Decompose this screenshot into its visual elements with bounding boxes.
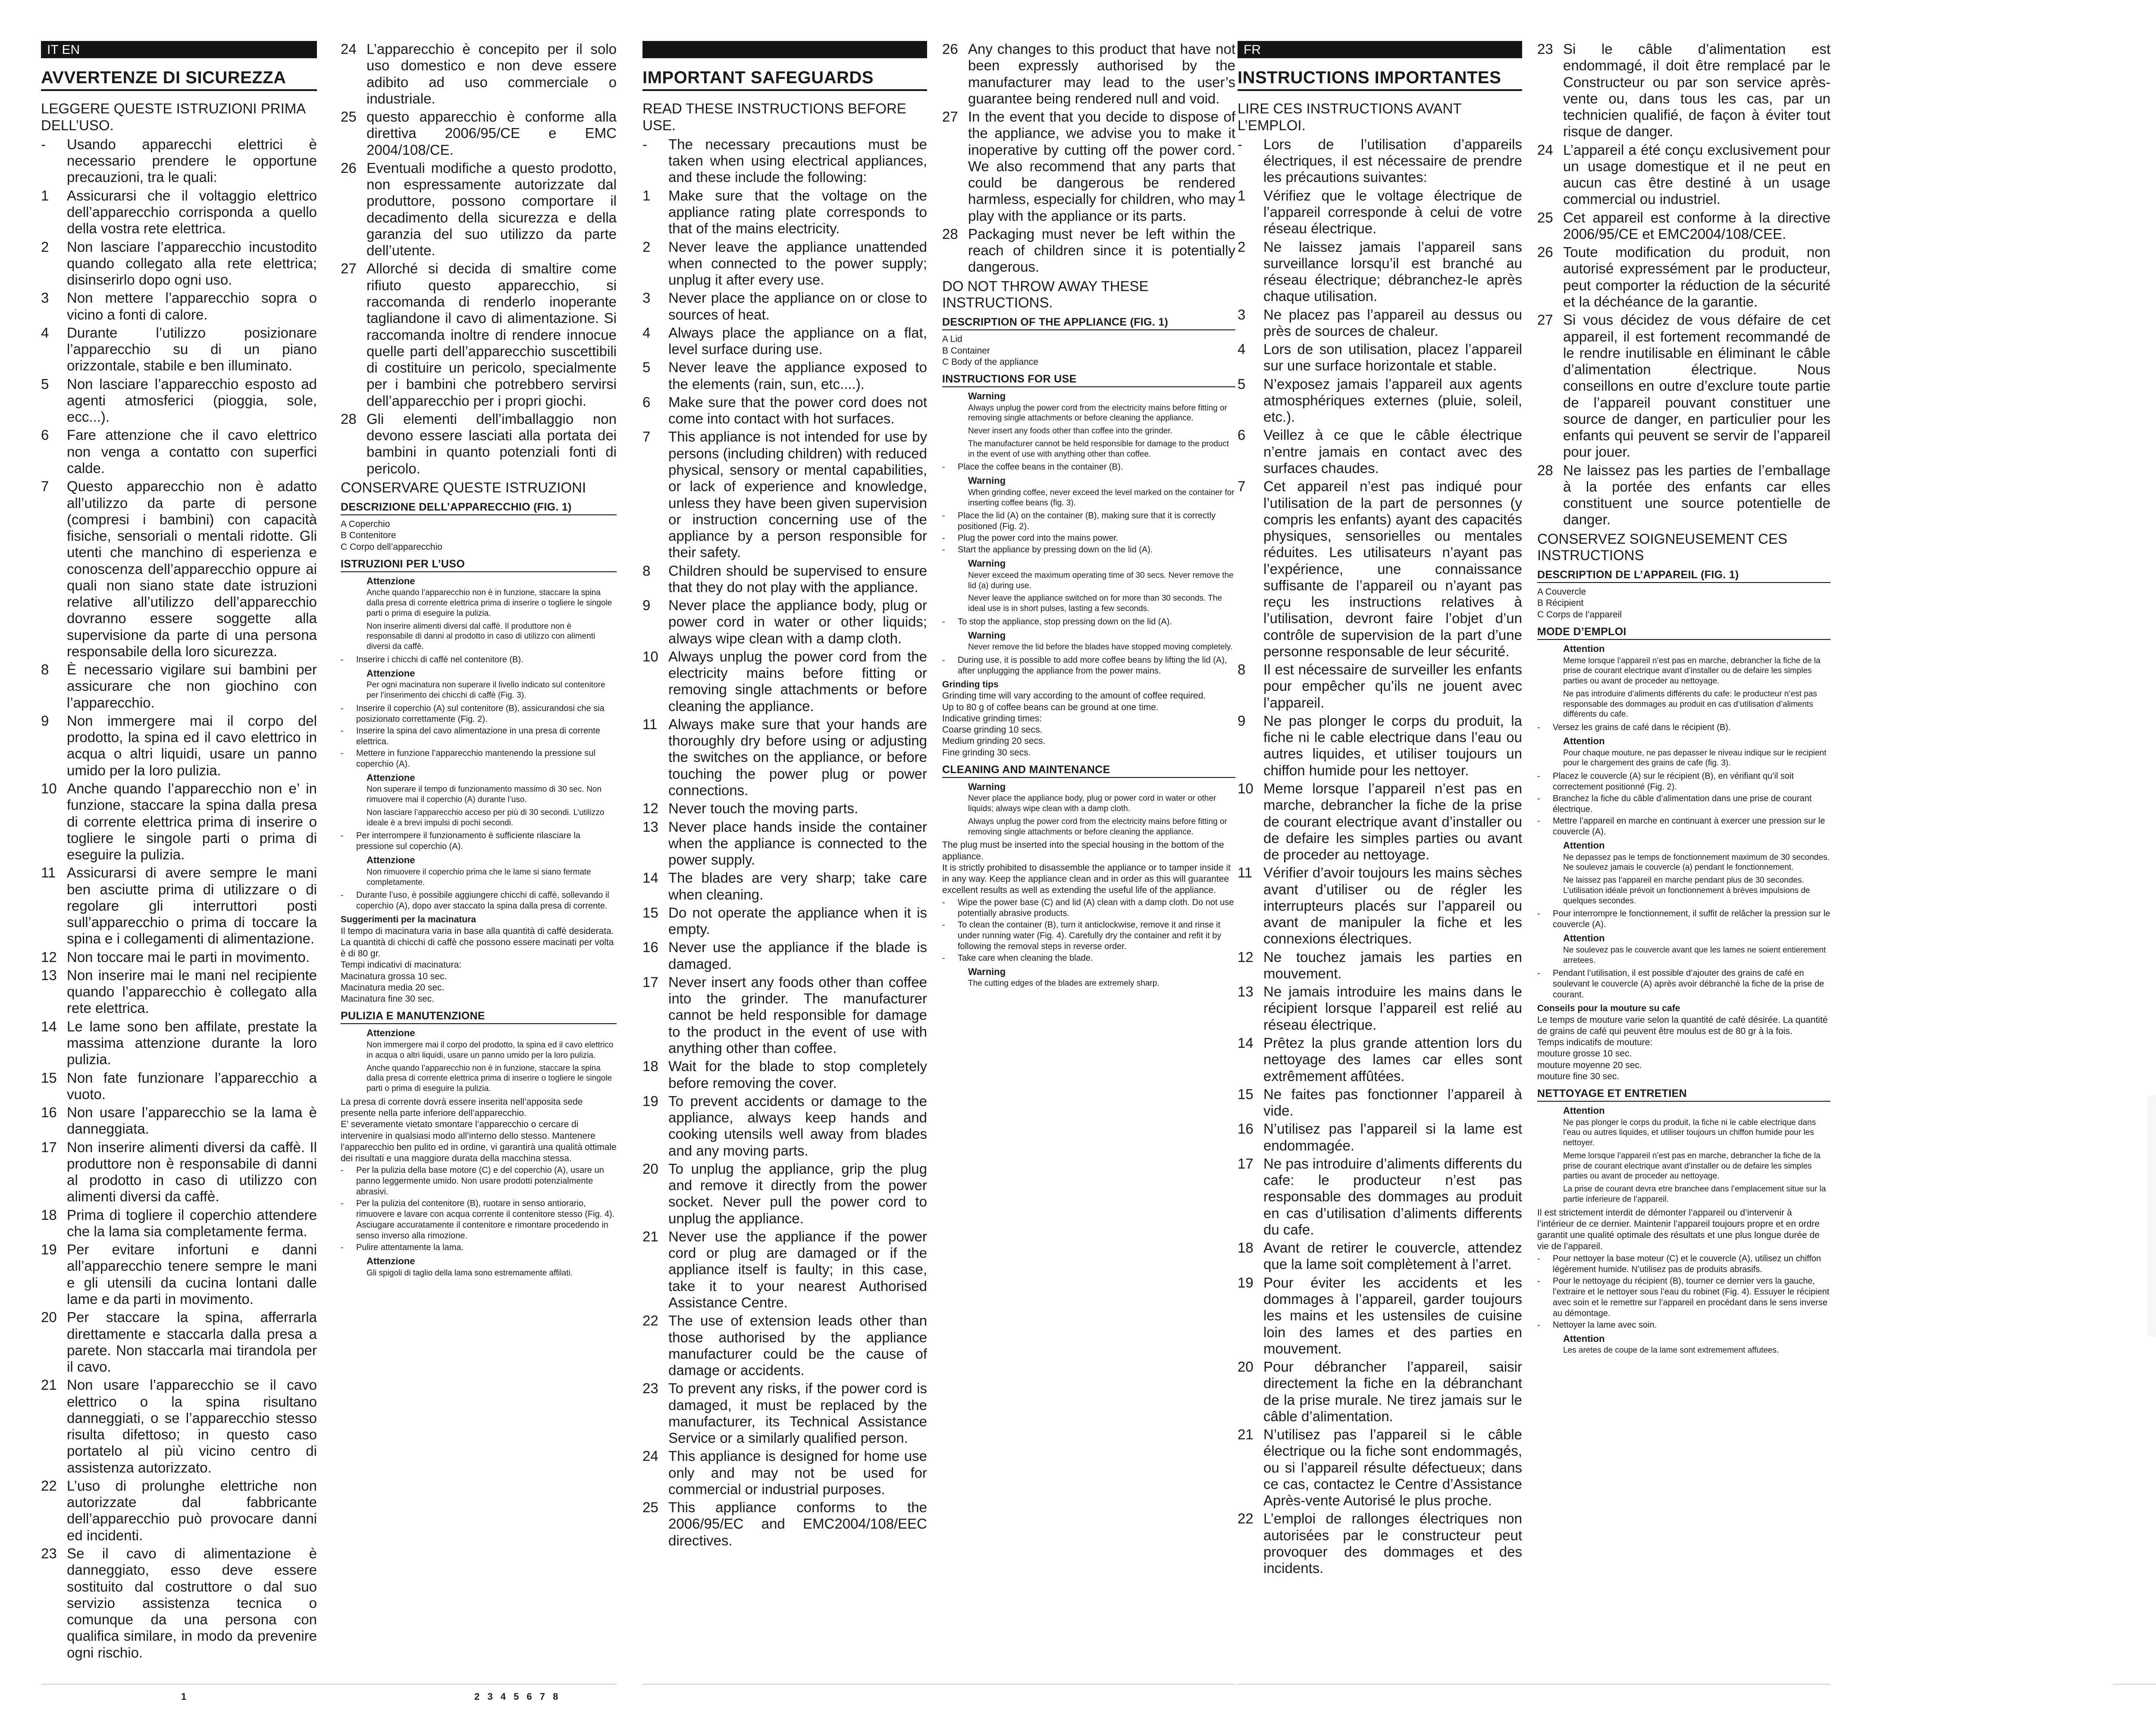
warning-text: The manufacturer cannot be held responsible for damage to the product in the event of use with anything other than coffee.: [968, 439, 1229, 459]
step: - Plug the power cord into the mains power.: [942, 533, 1119, 543]
warning-heading: Attention: [1563, 1333, 1605, 1344]
step: - Per la pulizia del contenitore (B), ruotare in senso antiorario, rimuovere e lavare con acqua corrente il contenitore stesso (Fig. 4). Asciugare accuratamente il contenitore e rimontare procedendo in senso inverso alla rimozione.: [341, 1199, 615, 1241]
step: - Pulire attentamente la lama.: [341, 1243, 464, 1253]
warning-text: Non immergere mai il corpo del prodotto, la spina ed il cavo elettrico in acqua o altri liquidi, usare un panno umido per la loro pulizia.: [367, 1040, 614, 1060]
list-item: 8 È necessario vigilare sui bambini per assicurare che non giochino con l’apparecchio.: [41, 661, 317, 711]
list-item: 26 Toute modification du produit, non autorisé expressément par le producteur, peut comporter la réduction de la sécurité et la déchéance de la garantie.: [1537, 244, 1830, 310]
warning-heading: Attenzione: [367, 1028, 415, 1039]
warning-heading: Attention: [1563, 933, 1605, 944]
en-tips: Grinding tips Grinding time will vary according to the amount of coffee required. Up to 80 g of coffee beans can be ground at one time. Indicative grinding times: Coarse grinding 10 secs. Medium grinding 20 secs. Fine grinding 30 secs.: [942, 680, 1206, 758]
fr-desc-title: DESCRIPTION DE L’APPAREIL (FIG. 1): [1537, 569, 1830, 583]
list-item: 7 This appliance is not intended for use by persons (including children) with reduced physical, sensory or mental capabilities, or lack of experience and knowledge, unless they have been given supervision or instruction concerning use of the appliance by a person responsible for their safety.: [642, 429, 927, 561]
warning-text: Anche quando l’apparecchio non è in funzione, staccare la spina dalla presa di corrente elettrica prima di inserire o togliere le singole parti o prima di eseguire la pulizia.: [367, 588, 612, 618]
list-item: 19 Per evitare infortuni e danni all’apparecchio tenere sempre le mani e gli utensili da cucina lontani dalle lame e da parti in movimento.: [41, 1241, 317, 1307]
warning-heading: Attenzione: [367, 1256, 415, 1267]
en-items-list: [642, 188, 927, 1549]
list-item: 20 Per staccare la spina, afferrarla direttamente e staccarla dalla presa a parete. Non staccarla mai tirandola per il cavo.: [41, 1309, 317, 1375]
step: - Place the lid (A) on the container (B), making sure that it is correctly positioned (Fig. 2).: [942, 511, 1216, 532]
list-item: 17 Non inserire alimenti diversi da caffè. Il produttore non è responsabile di danni al prodotto in caso di utilizzo con alimenti diversi da caffè.: [41, 1139, 317, 1205]
list-item: 24 L’appareil a été conçu exclusivement pour un usage domestique et il ne peut en aucun cas être destiné à un usage commercial ou industriel.: [1537, 141, 1830, 207]
warning-text: Meme lorsque l’appareil n’est pas en marche, debrancher la fiche de la prise de courant electrique avant d’installer ou de defaire les simples parties ou avant de proceder au nettoyage.: [1563, 656, 1821, 686]
list-item: 7 Cet appareil n’est pas indiqué pour l’utilisation de la part de personnes (y compris les enfants) ayant des capacités physiques, sensorielles ou mentales réduites. Les utilisateurs n’ayant pas l’expérience, une connaissance suffisante de l’appareil ou n’ayant pas reçu les instructions relatives à l’utilisation, devront faire l’objet d’un contrôle de supervision de la part d’une personne responsable de leur sécurité.: [1238, 478, 1522, 659]
warning-text: Gli spigoli di taglio della lama sono estremamente affilati.: [367, 1268, 573, 1278]
warning-heading: Warning: [968, 391, 1006, 401]
footer-rule: [642, 1684, 1235, 1685]
it-tips: Suggerimenti per la macinatura Il tempo di macinatura varia in base alla quantità di caffè desiderata. La quantità di chicchi di caffè che possono essere macinati per volta è di 80 gr. Tempi indicativi di macinatura: Macinatura grossa 10 sec. Macinatura media 20 sec. Macinatura fine 30 sec.: [341, 915, 614, 1004]
warning-text: The cutting edges of the blades are extremely sharp.: [968, 979, 1159, 988]
list-item: 24 This appliance is designed for home use only and may not be used for commercial or industrial purposes.: [642, 1448, 927, 1497]
it-column-2: [341, 41, 617, 1680]
step: - Inserire il coperchio (A) sul contenitore (B), assicurandosi che sia posizionato correttamente (Fig. 2).: [341, 703, 605, 724]
it-keep: CONSERVARE QUESTE ISTRUZIONI: [341, 479, 586, 495]
list-item: 25 This appliance conforms to the 2006/95/EC and EMC2004/108/EEC directives.: [642, 1499, 927, 1548]
list-item: 26 Any changes to this product that have not been expressly authorised by the manufacturer may lead to the user’s guarantee being rendered null and void.: [942, 41, 1235, 107]
warning-text: Ne soulevez pas le couvercle avant que les lames ne soient entierement arretees.: [1563, 945, 1826, 965]
warning-heading: Warning: [968, 781, 1006, 792]
list-item: 14 Le lame sono ben affilate, prestate la massima attenzione durante la loro pulizia.: [41, 1018, 317, 1068]
warning-text: Les aretes de coupe de la lame sont extremement affutees.: [1563, 1346, 1779, 1355]
list-item: 7 Questo apparecchio non è adatto all’utilizzo da parte di persone (compresi i bambini) con capacità fisiche, sensoriali o mentali ridotte. Gli utenti che manchino di esperienza e conoscenza dell’apparecchio oppure ai quali non siano state date istruzioni relative all’utilizzo dell’apparecchio dovranno essere soggette alla supervisione da parte di una persona responsabile della loro sicurezza.: [41, 478, 317, 659]
list-item: 1 Assicurarsi che il voltaggio elettrico dell’apparecchio corrisponda a quello della vostra rete elettrica.: [41, 187, 317, 237]
list-item: 15 Ne faites pas fonctionner l’appareil à vide.: [1238, 1086, 1522, 1119]
warning-text: Always unplug the power cord from the electricity mains before fitting or removing single attachments or before cleaning the appliance.: [968, 817, 1227, 837]
list-item: 3 Ne placez pas l’appareil au dessus ou près de sources de chaleur.: [1238, 306, 1522, 339]
spacer-bar: [642, 41, 927, 58]
list-item: 12 Never touch the moving parts.: [642, 800, 859, 817]
list-item: 27 In the event that you decide to dispose of the appliance, we advise you to make it inoperative by cutting off the power cord. We also recommend that any parts that could be dangerous be rendered harmless, especially for children, who may play with the appliance or its parts.: [942, 109, 1235, 224]
warning-text: Ne pas plonger le corps du produit, la fiche ni le cable electrique dans l’eau ou autres liquides, et utiliser toujours un chiffon humide pour les nettoyer.: [1563, 1118, 1816, 1148]
figures-panel: [2139, 0, 2156, 1736]
warning-heading: Attenzione: [367, 575, 415, 586]
footer-rule: [1238, 1684, 1830, 1685]
step: - Wipe the power base (C) and lid (A) clean with a damp cloth. Do not use potentially abrasive products.: [942, 897, 1234, 918]
list-item: 12 Non toccare mai le parti in movimento.: [41, 949, 310, 965]
list-item: 3 Never place the appliance on or close to sources of heat.: [642, 290, 927, 323]
it-column-1: [41, 41, 317, 1680]
fr-use-title: MODE D’EMPLOI: [1537, 626, 1830, 640]
step: - Branchez la fiche du câble d’alimentation dans une prise de courant électrique.: [1537, 794, 1812, 815]
list-item: 15 Non fate funzionare l’apparecchio a vuoto.: [41, 1069, 317, 1102]
warning-text: Ne pas introduire d’aliments différents du cafe: le producteur n’est pas responsable des dommages au produit en cas d’utilisation d’aliments différents du cafe.: [1563, 689, 1817, 719]
step: - Pendant l’utilisation, il est possible d’ajouter des grains de café en soulevant le couvercle (A) après avoir débranché la fiche de la prise de courant.: [1537, 968, 1824, 1000]
it-items-list: [41, 188, 317, 1661]
step: - Place the coffee beans in the container (B).: [942, 462, 1123, 472]
list-item: 12 Ne touchez jamais les parties en mouvement.: [1238, 949, 1522, 981]
warning-text: Non superare il tempo di funzionamento massimo di 30 sec. Non rimuovere mai il coperchio (A) durante l’uso.: [367, 785, 602, 805]
step: - To stop the appliance, stop pressing down on the lid (A).: [942, 617, 1172, 627]
warning-text: Always unplug the power cord from the electricity mains before fitting or removing single attachments or before cleaning the appliance.: [968, 403, 1227, 423]
step: - Take care when cleaning the blade.: [942, 953, 1093, 963]
it-items-list-continued: [341, 41, 617, 477]
list-item: 18 Wait for the blade to stop completely before removing the cover.: [642, 1058, 927, 1091]
fr-items-list: [1238, 188, 1522, 1577]
warning-heading: Warning: [968, 966, 1006, 977]
page-numbers: 2 3 4 5 6 7 8: [474, 1691, 561, 1702]
list-item: 15 Do not operate the appliance when it is empty.: [642, 904, 927, 937]
warning-heading: Attenzione: [367, 855, 415, 866]
list-item: 19 Pour éviter les accidents et les dommages à l’appareil, garder toujours les mains et les ustensiles de cuisine loin des lames et des parties en mouvement.: [1238, 1274, 1522, 1357]
step: - Mettre l’appareil en marche en continuant à exercer une pression sur le couvercle (A).: [1537, 816, 1825, 837]
step: - Inserire i chicchi di caffè nel contenitore (B).: [341, 655, 523, 664]
list-item: 20 Pour débrancher l’appareil, saisir directement la fiche en la débranchant de la prise murale. Ne tirez jamais sur le câble d’alimentation.: [1238, 1359, 1522, 1424]
warning-text: When grinding coffee, never exceed the level marked on the container for inserting coffee beans (fig. 3).: [968, 488, 1235, 508]
fr-tips: Conseils pour la mouture su cafe Le temps de mouture varie selon la quantité de café désirée. La quantité de grains de café qui peuvent être moulus est de 80 gr à la fois. Temps indicatifs de mouture: mouture grosse 10 sec. mouture moyenne 20 sec. mouture fine 30 sec.: [1537, 1003, 1828, 1081]
container-max-fill-illustration: [2147, 841, 2156, 1056]
step: - Placez le couvercle (A) sur le récipient (B), en vérifiant qu’il soit correctement positionné (Fig. 2).: [1537, 771, 1794, 792]
list-item: 20 To unplug the appliance, grip the plug and remove it directly from the power socket. Never pull the power cord to unplug the appliance.: [642, 1160, 927, 1226]
list-item: 8 Il est nécessaire de surveiller les enfants pour empêcher qu’ils ne jouent avec l’appareil.: [1238, 661, 1522, 711]
en-column-2: [942, 41, 1235, 1680]
step: - Pour interrompre le fonctionnement, il suffit de relâcher la pression sur le couvercle (A).: [1537, 909, 1830, 930]
list-item: 2 Never leave the appliance unattended when connected to the power supply; unplug it after every use.: [642, 238, 927, 288]
en-intro: READ THESE INSTRUCTIONS BEFORE USE.: [642, 100, 906, 133]
list-item: 16 Non usare l’apparecchio se la lama è danneggiata.: [41, 1104, 317, 1137]
en-items-list-continued: [942, 41, 1235, 276]
list-item: 1 Make sure that the voltage on the appliance rating plate corresponds to that of the mains electricity.: [642, 187, 927, 237]
list-item: 11 Vérifier d’avoir toujours les mains sèches avant d’utiliser ou de régler les interrupteurs placés sur l’appareil ou avant de manipuler la fiche et les connexions électriques.: [1238, 865, 1522, 947]
en-keep: DO NOT THROW AWAY THESE INSTRUCTIONS.: [942, 278, 1149, 310]
language-tag: FR: [1238, 41, 1522, 58]
list-item: 11 Assicurarsi di avere sempre le mani ben asciutte prima di utilizzare o di regolare gli interruttori posti sull’apparecchio o prima di toccare la spina e i collegamenti di alimentazione.: [41, 865, 317, 947]
step: - Inserire la spina del cavo alimentazione in una presa di corrente elettrica.: [341, 726, 600, 746]
warning-heading: Attention: [1563, 643, 1605, 654]
list-item: 2 Ne laissez jamais l’appareil sans surveillance lorsqu’il est branché au réseau électrique; débranchez-le après chaque utilisation.: [1238, 238, 1522, 304]
warning-text: Never insert any foods other than coffee into the grinder.: [968, 426, 1172, 436]
warning-text: Never place the appliance body, plug or power cord in water or other liquids; always wipe clean with a damp cloth.: [968, 794, 1216, 814]
it-lead: - Usando apparecchi elettrici è necessario prendere le opportune precauzioni, tra le quali:: [41, 136, 317, 185]
warning-text: Never remove the lid before the blades have stopped moving completely.: [968, 642, 1233, 652]
list-item: 6 Fare attenzione che il cavo elettrico non venga a contatto con superfici calde.: [41, 427, 317, 476]
warning-heading: Attention: [1563, 840, 1605, 851]
warning-text: Never leave the appliance switched on for more than 30 seconds. The ideal use is in short pulses, lasting a few seconds.: [968, 594, 1222, 614]
list-item: 9 Never place the appliance body, plug or power cord in water or other liquids; always wipe clean with a damp cloth.: [642, 597, 927, 646]
it-title: AVVERTENZE DI SICUREZZA: [41, 68, 317, 91]
fr-keep: CONSERVEZ SOIGNEUSEMENT CES INSTRUCTIONS: [1537, 530, 1788, 563]
paragraph: La presa di corrente dovrà essere inserita nell’apposita sede presente nella parte inferiore dell’apparecchio.: [341, 1097, 583, 1118]
fr-title: INSTRUCTIONS IMPORTANTES: [1238, 68, 1522, 91]
warning-text: La prise de courant devra etre branchee dans l’emplacement situe sur la partie inferieure de l’appareil.: [1563, 1184, 1826, 1204]
list-item: 10 Meme lorsque l’appareil n’est pas en marche, debrancher la fiche de la prise de courant electrique avant d’installer ou de defaire les simples parties ou avant de proceder au nettoyage.: [1238, 780, 1522, 863]
list-item: 28 Gli elementi dell’imballaggio non devono essere lasciati alla portata dei bambini in quanto potenziali fonti di pericolo.: [341, 410, 617, 476]
warning-heading: Warning: [968, 630, 1006, 641]
list-item: 10 Always unplug the power cord from the electricity mains before fitting or removing single attachments or before cleaning the appliance.: [642, 648, 927, 714]
language-tag: IT EN: [41, 41, 317, 58]
list-item: 22 L’uso di prolunghe elettriche non autorizzate dal fabbricante dell’apparecchio può provocare danni ed incidenti.: [41, 1477, 317, 1543]
warning-text: Non lasciare l’apparecchio acceso per più di 30 secondi. L’utilizzo ideale è a brevi impulsi di pochi secondi.: [367, 808, 605, 827]
it-desc-title: DESCRIZIONE DELL’APPARECCHIO (FIG. 1): [341, 501, 617, 515]
list-item: 2 Non lasciare l’apparecchio incustodito quando collegato alla rete elettrica; disinserirlo dopo ogni uso.: [41, 238, 317, 288]
it-intro: LEGGERE QUESTE ISTRUZIONI PRIMA DELL’USO.: [41, 100, 305, 133]
list-item: 16 N’utilisez pas l’appareil si la lame est endommagée.: [1238, 1121, 1522, 1153]
list-item: 25 questo apparecchio è conforme alla direttiva 2006/95/CE e EMC 2004/108/CE.: [341, 109, 617, 158]
list-item: 9 Non immergere mai il corpo del prodotto, la spina ed il cavo elettrico in acqua o altri liquidi, usare un panno umido per la loro pulizia.: [41, 712, 317, 778]
page-number: 1: [181, 1691, 187, 1702]
fr-column-2: [1537, 41, 1830, 1680]
fr-desc-list: A Couvercle B Récipient C Corps de l’appareil: [1537, 587, 1622, 620]
grinder-exploded-illustration: [2152, 26, 2156, 500]
en-lead: - The necessary precautions must be taken when using electrical appliances, and these include the following:: [642, 136, 927, 185]
paragraph: Il est strictement interdit de démonter l’appareil ou d’intervenir à l’intérieur de ce dernier. Maintenir l’appareil toujours propre et en ordre garantit une qualité optimale des résultats et une plus longue durée de vie de l’appareil.: [1537, 1207, 1820, 1252]
warning-text: Ne laissez pas l’appareil en marche pendant plus de 30 secondes. L’utilisation idéale prévoit un fonctionnement à brèves impulsions de quelques secondes.: [1563, 876, 1810, 906]
warning-heading: Attention: [1563, 736, 1605, 746]
warning-heading: Attenzione: [367, 667, 415, 679]
warning-text: Ne depassez pas le temps de fonctionnement maximum de 30 secondes. Ne soulevez jamais le couvercle (a) pendant le fonctionnement.: [1563, 852, 1830, 872]
paragraph: E’ severamente vietato smontare l’apparecchio o cercare di intervenire in qualsiasi modo all’interno dello stesso. Mantenere l’apparecchio ben pulito ed in ordine, vi garantirà una qualità ottimale dei risultati e una maggiore durata della macchina stessa.: [341, 1119, 617, 1163]
list-item: 27 Allorché si decida di smaltire come rifiuto questo apparecchio, si raccomanda di renderlo inoperante tagliandone il cavo di alimentazione. Si raccomanda inoltre di rendere innocue quelle parti dell’apparecchio suscettibili di costituire un pericolo, specialmente per i bambini che potrebbero servirsi dell’apparecchio per i propri giochi.: [341, 260, 617, 409]
list-item: 18 Prima di togliere il coperchio attendere che la lama sia completamente ferma.: [41, 1206, 317, 1239]
warning-text: Non inserire alimenti diversi dal caffè. Il produttore non è responsabile di danni al prodotto in caso di utilizzo con alimenti diversi da caffè.: [367, 621, 595, 652]
list-item: 8 Children should be supervised to ensure that they do not play with the appliance.: [642, 562, 927, 595]
list-item: 21 Never use the appliance if the power cord or plug are damaged or if the appliance itself is faulty; in this case, take it to your nearest Authorised Assistance Centre.: [642, 1228, 927, 1310]
warning-heading: Attenzione: [367, 772, 415, 783]
list-item: 28 Packaging must never be left within the reach of children since it is potentially dangerous.: [942, 226, 1235, 275]
hand-pressing-lid-illustration: [2147, 548, 2156, 772]
step: - Versez les grains de café dans le récipient (B).: [1537, 723, 1731, 732]
step: - Pour nettoyer la base moteur (C) et le couvercle (A), utilisez un chiffon légèrement humide. N’utilisez pas de produits abrasifs.: [1537, 1253, 1821, 1274]
step: - To clean the container (B), turn it anticlockwise, remove it and rinse it under running water (Fig. 4). Carefully dry the container and refit it by following the removal steps in reverse order.: [942, 920, 1222, 951]
list-item: 14 The blades are very sharp; take care when cleaning.: [642, 870, 927, 902]
warning-heading: Warning: [968, 558, 1006, 569]
list-item: 23 To prevent any risks, if the power cord is damaged, it must be replaced by the manufacturer, its Technical Assistance Service or a similarly qualified person.: [642, 1380, 927, 1446]
warning-text: Pour chaque mouture, ne pas depasser le niveau indique sur le recipient pour le chargement des grains de cafe (fig. 3).: [1563, 748, 1827, 768]
list-item: 3 Non mettere l’apparecchio sopra o vicino a fonti di calore.: [41, 290, 317, 323]
list-item: 13 Ne jamais introduire les mains dans le récipient lorsque l’appareil est relié au réseau électrique.: [1238, 984, 1522, 1033]
list-item: 21 N’utilisez pas l’appareil si le câble électrique ou la fiche sont endommagés, ou si l’appareil résulte défectueux; dans ce cas, contactez le Centre d’Assistance Après-vente Autorisé le plus proche.: [1238, 1426, 1522, 1509]
list-item: 17 Never insert any foods other than coffee into the grinder. The manufacturer cannot be held responsible for damage to the product in the event of use with anything other than coffee.: [642, 974, 927, 1056]
list-item: 11 Always make sure that your hands are thoroughly dry before using or adjusting the switches on the appliance, or before touching the power plug or power connections.: [642, 716, 927, 799]
list-item: 23 Se il cavo di alimentazione è danneggiato, esso deve essere sostituito dal costruttore o dal suo servizio assistenza tecnica o comunque da una persona con qualifica similare, in modo da prevenire ogni rischio.: [41, 1545, 317, 1661]
list-item: 26 Eventuali modifiche a questo prodotto, non espressamente autorizzate dal produttore, possono comportare il decadimento della sicurezza e della garanzia del suo utilizzo da parte dell’utente.: [341, 160, 617, 259]
list-item: 21 Non usare l’apparecchio se il cavo elettrico o la spina risultano danneggiati, o se l’apparecchio stesso risulta difettoso; in questo caso portatelo al più vicino centro di assistenza autorizzato.: [41, 1377, 317, 1476]
list-item: 10 Anche quando l’apparecchio non e’ in funzione, staccare la spina dalla presa di corrente elettrica prima di inserire o togliere le singole parti o prima di eseguire la pulizia.: [41, 780, 317, 863]
it-clean-title: PULIZIA E MANUTENZIONE: [341, 1010, 617, 1024]
list-item: 28 Ne laissez pas les parties de l’emballage à la portée des enfants car elles constituent une source potentielle de danger.: [1537, 462, 1830, 528]
list-item: 17 Ne pas introduire d’aliments differents du cafe: le producteur n’est pas responsable des dommages au produit en cas d’utilisation d’aliments differents du cafe.: [1238, 1155, 1522, 1238]
list-item: 1 Vérifiez que le voltage électrique de l’appareil corresponde à celui de votre réseau électrique.: [1238, 187, 1522, 237]
list-item: 19 To prevent accidents or damage to the appliance, always keep hands and cooking utensils well away from blades and any moving parts.: [642, 1093, 927, 1159]
paragraph: The plug must be inserted into the special housing in the bottom of the appliance.: [942, 840, 1224, 862]
step: - Per interrompere il funzionamento è sufficiente rilasciare la pressione sul coperchio (A).: [341, 831, 580, 852]
list-item: 6 Veillez à ce que le câble électrique n’entre jamais en contact avec des surfaces chaudes.: [1238, 427, 1522, 476]
footer-rule: [2113, 1684, 2156, 1685]
en-title: IMPORTANT SAFEGUARDS: [642, 68, 927, 91]
list-item: 9 Ne pas plonger le corps du produit, la fiche ni le cable electrique dans l’eau ou autres liquides, et utiliser toujours un chiffon humide pour les nettoyer.: [1238, 712, 1522, 778]
list-item: 25 Cet appareil est conforme à la directive 2006/95/CE et EMC2004/108/CEE.: [1537, 209, 1830, 242]
it-desc-list: A Coperchio B Contenitore C Corpo dell’apparecchio: [341, 519, 442, 552]
container-rotation-illustration: [2147, 1095, 2156, 1337]
step: - Start the appliance by pressing down on the lid (A).: [942, 545, 1153, 555]
list-item: 22 L’emploi de rallonges électriques non autorisées par le constructeur peut provoquer des dommages et des incidents.: [1238, 1510, 1522, 1576]
fr-items-list-continued: [1537, 41, 1830, 528]
en-desc-title: DESCRIPTION OF THE APPLIANCE (FIG. 1): [942, 316, 1235, 330]
warning-heading: Attention: [1563, 1105, 1605, 1116]
it-use-title: ISTRUZIONI PER L’USO: [341, 558, 617, 572]
list-item: 5 Never leave the appliance exposed to the elements (rain, sun, etc....).: [642, 359, 927, 392]
step: - Per la pulizia della base motore (C) e del coperchio (A), usare un panno leggermente umido. Non usare prodotti potenzialmente abrasivi.: [341, 1166, 604, 1197]
list-item: 13 Never place hands inside the container when the appliance is connected to the power supply.: [642, 818, 927, 868]
list-item: 5 Non lasciare l’apparecchio esposto ad agenti atmosferici (pioggia, sole, ecc...).: [41, 376, 317, 425]
fr-column-1: [1238, 41, 1522, 1680]
warning-heading: Warning: [968, 475, 1006, 486]
warning-text: Anche quando l’apparecchio non è in funzione, staccare la spina dalla presa di corrente elettrica prima di inserire o togliere le singole parti o prima di eseguire la pulizia.: [367, 1063, 612, 1093]
fr-clean-title: NETTOYAGE ET ENTRETIEN: [1537, 1087, 1830, 1102]
paragraph: It is strictly prohibited to disassemble the appliance or to tamper inside it in any way. Keep the appliance clean and in order as this will guarantee excellent results as well as extending the useful life of the appliance.: [942, 862, 1231, 896]
fr-lead: - Lors de l’utilisation d’appareils électriques, il est nécessaire de prendre les précautions suivantes:: [1238, 136, 1522, 185]
step: - Pour le nettoyage du récipient (B), tourner ce dernier vers la gauche, l’extraire et le nettoyer sous l’eau du robinet (Fig. 4). Essuyer le récipient avec soin et le remettre sur l’appareil en procédant dans le sens inverse au démontage.: [1537, 1276, 1830, 1318]
list-item: 22 The use of extension leads other than those authorised by the appliance manufacturer could be the cause of damage or accidents.: [642, 1313, 927, 1379]
list-item: 4 Always place the appliance on a flat, level surface during use.: [642, 324, 927, 357]
warning-text: Per ogni macinatura non superare il livello indicato sul contenitore per l’inserimento dei chicchi di caffè (Fig. 3).: [367, 680, 605, 700]
en-use-title: INSTRUCTIONS FOR USE: [942, 373, 1235, 387]
list-item: 16 Never use the appliance if the blade is damaged.: [642, 939, 927, 972]
list-item: 4 Durante l’utilizzo posizionare l’apparecchio su di un piano orizzontale, stabile e ben illuminato.: [41, 324, 317, 374]
en-desc-list: A Lid B Container C Body of the appliance: [942, 334, 1038, 367]
fr-intro: LIRE CES INSTRUCTIONS AVANT L’EMPLOI.: [1238, 100, 1461, 133]
list-item: 24 L’apparecchio è concepito per il solo uso domestico e non deve essere adibito ad uso commerciale o industriale.: [341, 41, 617, 107]
list-item: 23 Si le câble d’alimentation est endommagé, il doit être remplacé par le Constructeur ou par son service après-vente ou, dans tous les cas, par un technicien qualifié, de façon à éviter tout risque de danger.: [1537, 41, 1830, 140]
warning-text: Meme lorsque l’appareil n’est pas en marche, debrancher la fiche de la prise de courant electrique avant d’installer ou de defaire les simples parties ou avant de proceder au nettoyage.: [1563, 1151, 1821, 1181]
warning-text: Never exceed the maximum operating time of 30 secs. Never remove the lid (a) during use.: [968, 570, 1234, 590]
en-column-1: [642, 41, 927, 1680]
list-item: 5 N’exposez jamais l’appareil aux agents atmosphériques externes (pluie, soleil, etc.).: [1238, 376, 1522, 425]
list-item: 6 Make sure that the power cord does not come into contact with hot surfaces.: [642, 394, 927, 427]
step: - Durante l’uso, è possibile aggiungere chicchi di caffè, sollevando il coperchio (A), dopo aver staccato la spina dalla presa di corrente.: [341, 890, 609, 911]
step: - During use, it is possible to add more coffee beans by lifting the lid (A), after unplugging the appliance from the power mains.: [942, 655, 1227, 676]
step: - Nettoyer la lame avec soin.: [1537, 1320, 1657, 1330]
warning-text: Non rimuovere il coperchio prima che le lame si siano fermate completamente.: [367, 867, 591, 887]
list-item: 27 Si vous décidez de vous défaire de cet appareil, il est fortement recommandé de le rendre inutilisable en éliminant le câble d’alimentation électrique. Nous conseillons en outre d’exclure toute partie de l’appareil pouvant constituer une source de danger, en particulier pour les enfants qui peuvent se servir de l’appareil pour jouer.: [1537, 312, 1830, 460]
footer-rule: [41, 1684, 617, 1685]
list-item: 4 Lors de son utilisation, placez l’appareil sur une surface horizontale et stable.: [1238, 341, 1522, 374]
step: - Mettere in funzione l’apparecchio mantenendo la pressione sul coperchio (A).: [341, 748, 595, 769]
list-item: 13 Non inserire mai le mani nel recipiente quando l’apparecchio è collegato alla rete elettrica.: [41, 967, 317, 1016]
en-clean-title: CLEANING AND MAINTENANCE: [942, 764, 1235, 778]
list-item: 14 Prêtez la plus grande attention lors du nettoyage des lames car elles sont extrêmement affûtées.: [1238, 1035, 1522, 1084]
list-item: 18 Avant de retirer le couvercle, attendez que la lame soit complètement à l’arret.: [1238, 1240, 1522, 1272]
